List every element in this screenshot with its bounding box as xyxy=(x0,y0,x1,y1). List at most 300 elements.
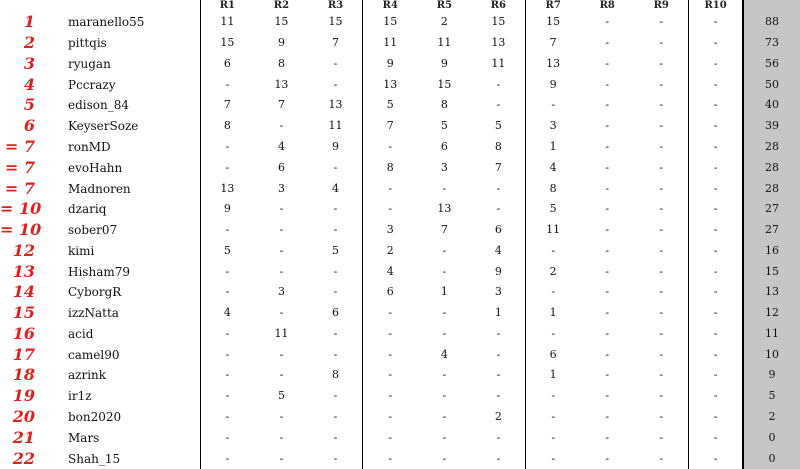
round-5-cell: 3 xyxy=(440,160,448,174)
player-name-cell: ryugan xyxy=(68,56,111,71)
round-5-cell: 1 xyxy=(440,285,448,299)
header-name xyxy=(60,0,200,12)
round-5-cell: - xyxy=(442,389,447,403)
position-cell: 22 xyxy=(12,448,35,468)
round-4-cell: - xyxy=(363,344,417,365)
round-8-cell: - xyxy=(605,368,610,382)
round-3-cell: 13 xyxy=(328,98,343,112)
round-9-cell: - xyxy=(659,243,664,257)
round-3-cell: 7 xyxy=(331,36,339,50)
round-3-cell: 4 xyxy=(331,181,339,195)
round-10-cell: - xyxy=(689,386,743,407)
round-7-cell: 1 xyxy=(526,137,580,158)
total-points-cell: 28 xyxy=(743,157,800,178)
round-9-cell: - xyxy=(659,98,664,112)
round-7-cell: - xyxy=(526,282,580,303)
total-points-cell: 56 xyxy=(743,54,800,75)
position-cell: 21 xyxy=(12,427,35,447)
position-cell: 3 xyxy=(23,53,35,73)
player-name-cell: kimi xyxy=(68,243,95,258)
total-points-cell: 13 xyxy=(743,282,800,303)
round-7-cell: - xyxy=(526,448,580,469)
player-name-cell: azrink xyxy=(68,368,107,383)
round-9-cell: - xyxy=(659,409,664,423)
round-7-cell: - xyxy=(526,323,580,344)
round-5-cell: 4 xyxy=(440,347,448,361)
round-4-cell: 2 xyxy=(363,240,417,261)
round-9-cell: - xyxy=(659,347,664,361)
total-points-cell: 11 xyxy=(743,323,800,344)
round-6-cell: 8 xyxy=(494,139,502,153)
round-3-cell: - xyxy=(333,264,338,278)
round-7-cell: - xyxy=(526,407,580,428)
round-3-cell: 5 xyxy=(331,243,339,257)
round-4-cell: - xyxy=(363,303,417,324)
round-1-cell: - xyxy=(200,74,254,95)
position-cell: 5 xyxy=(23,95,35,115)
round-6-cell: - xyxy=(496,430,501,444)
round-2-cell: 5 xyxy=(277,389,285,403)
round-2-cell: 13 xyxy=(274,77,289,91)
round-5-cell: 2 xyxy=(440,15,448,29)
total-points-cell: 0 xyxy=(743,427,800,448)
round-5-cell: 6 xyxy=(440,139,448,153)
player-name-cell: dzariq xyxy=(68,202,107,217)
total-points-cell: 39 xyxy=(743,116,800,137)
round-4-cell: 11 xyxy=(363,33,417,54)
total-points-cell: 10 xyxy=(743,344,800,365)
header-r6: R6 xyxy=(490,0,507,11)
round-2-cell: - xyxy=(279,264,284,278)
round-9-cell: - xyxy=(659,430,664,444)
round-7-cell: - xyxy=(526,240,580,261)
round-2-cell: 3 xyxy=(277,285,285,299)
round-5-cell: - xyxy=(442,264,447,278)
player-name-cell: ir1z xyxy=(68,389,92,404)
round-9-cell: - xyxy=(659,181,664,195)
round-3-cell: - xyxy=(333,160,338,174)
round-4-cell: - xyxy=(363,199,417,220)
table-row xyxy=(0,116,800,137)
round-6-cell: 7 xyxy=(494,160,502,174)
round-4-cell: 9 xyxy=(363,54,417,75)
round-1-cell: 9 xyxy=(200,199,254,220)
round-4-cell: - xyxy=(363,386,417,407)
round-10-cell: - xyxy=(689,74,743,95)
round-9-cell: - xyxy=(659,326,664,340)
round-6-cell: - xyxy=(496,451,501,465)
round-5-cell: 8 xyxy=(440,98,448,112)
round-5-cell: 13 xyxy=(437,202,452,216)
round-2-cell: - xyxy=(279,368,284,382)
round-3-cell: - xyxy=(333,409,338,423)
round-1-cell: - xyxy=(200,407,254,428)
round-1-cell: 7 xyxy=(200,95,254,116)
round-9-cell: - xyxy=(659,202,664,216)
round-2-cell: 3 xyxy=(277,181,285,195)
round-10-cell: - xyxy=(689,365,743,386)
round-10-cell: - xyxy=(689,220,743,241)
round-1-cell: - xyxy=(200,323,254,344)
round-1-cell: - xyxy=(200,261,254,282)
round-1-cell: - xyxy=(200,137,254,158)
table-row xyxy=(0,261,800,282)
round-7-cell: 11 xyxy=(526,220,580,241)
round-7-cell: 9 xyxy=(526,74,580,95)
round-1-cell: 4 xyxy=(200,303,254,324)
round-10-cell: - xyxy=(689,33,743,54)
header-r5: R5 xyxy=(436,0,452,11)
round-3-cell: 11 xyxy=(328,119,343,133)
round-6-cell: - xyxy=(496,98,501,112)
round-2-cell: - xyxy=(279,243,284,257)
round-7-cell: - xyxy=(526,95,580,116)
round-4-cell: 7 xyxy=(363,116,417,137)
round-7-cell: 2 xyxy=(526,261,580,282)
round-2-cell: 15 xyxy=(274,15,289,29)
round-9-cell: - xyxy=(659,119,664,133)
position-cell: 2 xyxy=(23,33,35,53)
round-1-cell: 5 xyxy=(200,240,254,261)
position-cell: 16 xyxy=(12,323,35,343)
round-1-cell: - xyxy=(200,365,254,386)
player-name-cell: edison_84 xyxy=(68,98,130,113)
header-r1: R1 xyxy=(200,0,254,12)
round-10-cell: - xyxy=(689,95,743,116)
round-1-cell: - xyxy=(200,448,254,469)
round-4-cell: 5 xyxy=(363,95,417,116)
round-5-cell: - xyxy=(442,409,447,423)
round-6-cell: 6 xyxy=(494,223,502,237)
round-6-cell: 5 xyxy=(494,119,502,133)
round-3-cell: - xyxy=(333,223,338,237)
header-r2: R2 xyxy=(273,0,290,11)
round-9-cell: - xyxy=(659,264,664,278)
header-r10: R10 xyxy=(689,0,743,12)
round-3-cell: 9 xyxy=(331,139,339,153)
round-8-cell: - xyxy=(605,77,610,91)
round-3-cell: - xyxy=(333,451,338,465)
round-2-cell: 6 xyxy=(277,160,285,174)
round-8-cell: - xyxy=(605,181,610,195)
table-row xyxy=(0,178,800,199)
table-row xyxy=(0,54,800,75)
round-4-cell: 8 xyxy=(363,157,417,178)
round-6-cell: 11 xyxy=(491,56,506,70)
round-7-cell: 13 xyxy=(526,54,580,75)
position-cell: 18 xyxy=(12,365,35,385)
header-row xyxy=(0,0,800,12)
round-7-cell: 5 xyxy=(526,199,580,220)
position-cell: 1 xyxy=(23,12,35,32)
round-5-cell: 9 xyxy=(440,56,448,70)
round-10-cell: - xyxy=(689,199,743,220)
round-10-cell: - xyxy=(689,344,743,365)
player-name-cell: camel90 xyxy=(68,347,120,362)
total-points-cell: 73 xyxy=(743,33,800,54)
position-cell: = 7 xyxy=(4,157,35,177)
table-row xyxy=(0,303,800,324)
round-9-cell: - xyxy=(659,451,664,465)
round-4-cell: 4 xyxy=(363,261,417,282)
round-9-cell: - xyxy=(659,15,664,29)
round-8-cell: - xyxy=(605,389,610,403)
player-name-cell: sober07 xyxy=(68,223,118,238)
round-7-cell: - xyxy=(526,427,580,448)
round-5-cell: 15 xyxy=(437,77,452,91)
round-5-cell: - xyxy=(442,368,447,382)
round-10-cell: - xyxy=(689,448,743,469)
round-9-cell: - xyxy=(659,139,664,153)
header-position xyxy=(0,0,60,12)
header-r4: R4 xyxy=(363,0,417,12)
round-9-cell: - xyxy=(659,389,664,403)
round-7-cell: 15 xyxy=(526,12,580,33)
table-row xyxy=(0,199,800,220)
round-6-cell: - xyxy=(496,326,501,340)
table-row xyxy=(0,157,800,178)
round-10-cell: - xyxy=(689,157,743,178)
table-row xyxy=(0,137,800,158)
round-6-cell: - xyxy=(496,368,501,382)
round-4-cell: 6 xyxy=(363,282,417,303)
total-points-cell: 27 xyxy=(743,220,800,241)
position-cell: = 10 xyxy=(0,220,42,240)
total-points-cell: 9 xyxy=(743,365,800,386)
standings-body xyxy=(0,12,800,469)
round-7-cell: 7 xyxy=(526,33,580,54)
table-row xyxy=(0,220,800,241)
round-7-cell: 3 xyxy=(526,116,580,137)
header-total xyxy=(743,0,800,12)
round-1-cell: - xyxy=(200,220,254,241)
round-5-cell: 11 xyxy=(437,36,452,50)
total-points-cell: 28 xyxy=(743,178,800,199)
position-cell: 14 xyxy=(12,282,35,302)
player-name-cell: pittqis xyxy=(68,36,107,51)
round-6-cell: - xyxy=(496,389,501,403)
round-1-cell: - xyxy=(200,282,254,303)
round-2-cell: - xyxy=(279,306,284,320)
round-2-cell: 7 xyxy=(277,98,285,112)
round-8-cell: - xyxy=(605,326,610,340)
total-points-cell: 27 xyxy=(743,199,800,220)
round-3-cell: - xyxy=(333,56,338,70)
round-3-cell: - xyxy=(333,326,338,340)
round-3-cell: - xyxy=(333,285,338,299)
round-6-cell: - xyxy=(496,347,501,361)
player-name-cell: CyborgR xyxy=(68,285,122,300)
total-points-cell: 28 xyxy=(743,137,800,158)
round-1-cell: - xyxy=(200,157,254,178)
round-2-cell: - xyxy=(279,451,284,465)
round-4-cell: - xyxy=(363,365,417,386)
round-2-cell: - xyxy=(279,119,284,133)
round-3-cell: - xyxy=(333,430,338,444)
round-6-cell: 9 xyxy=(494,264,502,278)
round-7-cell: 6 xyxy=(526,344,580,365)
round-9-cell: - xyxy=(659,36,664,50)
round-2-cell: 11 xyxy=(274,326,289,340)
round-2-cell: - xyxy=(279,409,284,423)
total-points-cell: 50 xyxy=(743,74,800,95)
round-5-cell: 7 xyxy=(440,223,448,237)
round-6-cell: 13 xyxy=(491,36,506,50)
table-row xyxy=(0,240,800,261)
round-6-cell: 3 xyxy=(494,285,502,299)
table-row xyxy=(0,323,800,344)
header-r7: R7 xyxy=(526,0,580,12)
round-9-cell: - xyxy=(659,306,664,320)
round-6-cell: - xyxy=(496,202,501,216)
round-4-cell: - xyxy=(363,407,417,428)
round-5-cell: - xyxy=(442,181,447,195)
round-2-cell: 9 xyxy=(277,36,285,50)
round-3-cell: 8 xyxy=(331,368,339,382)
round-10-cell: - xyxy=(689,137,743,158)
position-cell: 20 xyxy=(12,406,35,426)
round-8-cell: - xyxy=(605,264,610,278)
player-name-cell: Madnoren xyxy=(68,181,131,196)
standings-header xyxy=(0,0,800,12)
player-name-cell: izzNatta xyxy=(68,306,119,321)
player-name-cell: evoHahn xyxy=(68,160,123,175)
round-10-cell: - xyxy=(689,54,743,75)
round-8-cell: - xyxy=(605,15,610,29)
position-cell: 19 xyxy=(12,386,35,406)
round-3-cell: - xyxy=(333,202,338,216)
round-5-cell: - xyxy=(442,326,447,340)
round-3-cell: 15 xyxy=(328,15,343,29)
round-9-cell: - xyxy=(659,160,664,174)
round-4-cell: - xyxy=(363,448,417,469)
table-row xyxy=(0,282,800,303)
total-points-cell: 40 xyxy=(743,95,800,116)
round-6-cell: - xyxy=(496,77,501,91)
round-1-cell: - xyxy=(200,344,254,365)
player-name-cell: KeyserSoze xyxy=(68,119,139,134)
round-7-cell: 4 xyxy=(526,157,580,178)
round-1-cell: 6 xyxy=(200,54,254,75)
round-8-cell: - xyxy=(605,451,610,465)
round-5-cell: - xyxy=(442,451,447,465)
round-9-cell: - xyxy=(659,285,664,299)
table-row xyxy=(0,74,800,95)
round-1-cell: - xyxy=(200,386,254,407)
round-6-cell: - xyxy=(496,181,501,195)
position-cell: 13 xyxy=(12,261,35,281)
round-9-cell: - xyxy=(659,368,664,382)
table-row xyxy=(0,95,800,116)
total-points-cell: 5 xyxy=(743,386,800,407)
round-7-cell: - xyxy=(526,386,580,407)
round-8-cell: - xyxy=(605,98,610,112)
position-cell: 17 xyxy=(12,344,35,364)
round-3-cell: - xyxy=(333,77,338,91)
round-5-cell: - xyxy=(442,306,447,320)
table-row xyxy=(0,12,800,33)
position-cell: 4 xyxy=(23,74,35,94)
table-row xyxy=(0,407,800,428)
round-5-cell: - xyxy=(442,243,447,257)
round-2-cell: - xyxy=(279,347,284,361)
position-cell: 15 xyxy=(12,303,35,323)
round-10-cell: - xyxy=(689,303,743,324)
round-8-cell: - xyxy=(605,160,610,174)
round-10-cell: - xyxy=(689,323,743,344)
position-cell: 12 xyxy=(12,240,35,260)
round-10-cell: - xyxy=(689,282,743,303)
round-8-cell: - xyxy=(605,223,610,237)
position-cell: 6 xyxy=(23,116,35,136)
round-8-cell: - xyxy=(605,347,610,361)
total-points-cell: 0 xyxy=(743,448,800,469)
round-8-cell: - xyxy=(605,119,610,133)
total-points-cell: 16 xyxy=(743,240,800,261)
round-8-cell: - xyxy=(605,430,610,444)
header-r3: R3 xyxy=(327,0,344,11)
round-4-cell: - xyxy=(363,178,417,199)
round-9-cell: - xyxy=(659,223,664,237)
table-row xyxy=(0,386,800,407)
round-7-cell: 8 xyxy=(526,178,580,199)
round-8-cell: - xyxy=(605,139,610,153)
round-5-cell: - xyxy=(442,430,447,444)
round-2-cell: - xyxy=(279,430,284,444)
round-10-cell: - xyxy=(689,178,743,199)
round-8-cell: - xyxy=(605,409,610,423)
round-10-cell: - xyxy=(689,116,743,137)
round-4-cell: 15 xyxy=(363,12,417,33)
player-name-cell: Shah_15 xyxy=(68,451,121,466)
total-points-cell: 12 xyxy=(743,303,800,324)
round-8-cell: - xyxy=(605,306,610,320)
round-6-cell: 2 xyxy=(494,409,502,423)
round-4-cell: - xyxy=(363,323,417,344)
player-name-cell: ronMD xyxy=(68,139,111,154)
header-r8: R8 xyxy=(599,0,615,11)
round-2-cell: - xyxy=(279,202,284,216)
total-points-cell: 88 xyxy=(743,12,800,33)
round-2-cell: 4 xyxy=(277,139,285,153)
round-5-cell: 5 xyxy=(440,119,448,133)
table-row xyxy=(0,427,800,448)
round-4-cell: - xyxy=(363,137,417,158)
round-1-cell: 11 xyxy=(200,12,254,33)
round-10-cell: - xyxy=(689,427,743,448)
round-6-cell: 4 xyxy=(494,243,502,257)
round-8-cell: - xyxy=(605,285,610,299)
player-name-cell: Pccrazy xyxy=(68,77,116,92)
position-cell: = 7 xyxy=(4,178,35,198)
round-1-cell: - xyxy=(200,427,254,448)
player-name-cell: acid xyxy=(68,326,94,341)
round-7-cell: 1 xyxy=(526,303,580,324)
round-4-cell: 3 xyxy=(363,220,417,241)
table-row xyxy=(0,344,800,365)
round-8-cell: - xyxy=(605,56,610,70)
total-points-cell: 2 xyxy=(743,407,800,428)
round-10-cell: - xyxy=(689,261,743,282)
round-2-cell: - xyxy=(279,223,284,237)
round-7-cell: 1 xyxy=(526,365,580,386)
round-1-cell: 13 xyxy=(200,178,254,199)
round-1-cell: 15 xyxy=(200,33,254,54)
player-name-cell: Hisham79 xyxy=(68,264,130,279)
total-points-cell: 15 xyxy=(743,261,800,282)
round-6-cell: 1 xyxy=(494,306,502,320)
round-3-cell: - xyxy=(333,389,338,403)
